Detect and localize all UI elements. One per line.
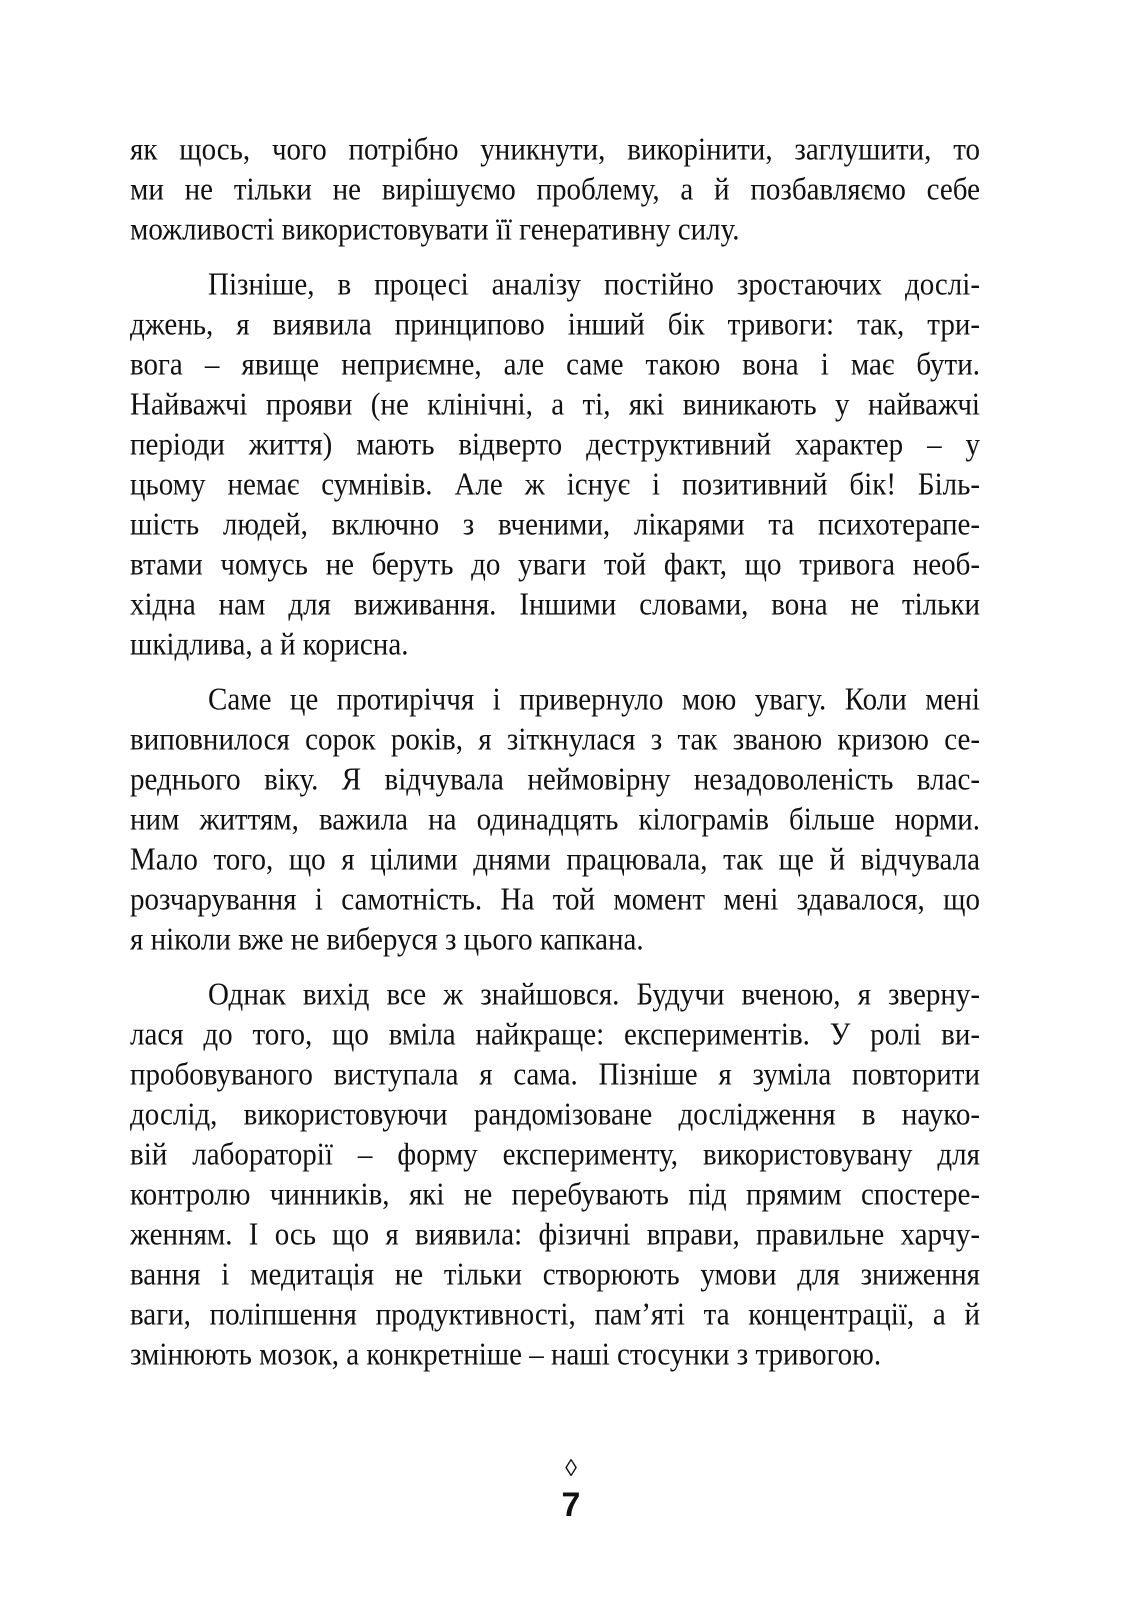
text-line: дослід, використовуючи рандомізоване дослідження в науко- [130, 1097, 980, 1133]
text-line: Мало того, що я цілими днями працювала, так ще й відчувала [130, 842, 980, 878]
text-line: періоди життя) мають відверто деструктивний характер – у [130, 427, 980, 463]
text-line: Саме це протиріччя і привернуло мою увагу. Коли мені [208, 682, 980, 718]
text-line: ним життям, важила на одинадцять кілограмів більше норми. [130, 802, 980, 838]
paragraph [130, 680, 980, 960]
page-number: 7 [561, 1486, 581, 1524]
text-line: хідна нам для виживання. Іншими словами, вона не тільки [130, 587, 980, 623]
text-line: розчарування і самотність. На той момент мені здавалося, що [130, 882, 980, 918]
text-line: вання і медитація не тільки створюють умови для зниження [130, 1257, 980, 1293]
paragraph [130, 265, 980, 665]
text-line: Однак вихід все ж знайшовся. Будучи вченою, я зверну- [208, 977, 980, 1013]
text-line: цьому немає сумнівів. Але ж існує і позитивний бік! Біль- [130, 467, 980, 503]
text-line: пробовуваного виступала я сама. Пізніше я зуміла повторити [130, 1057, 980, 1093]
text-line: ваги, поліпшення продуктивності, пам’яті та концентрації, а й [130, 1297, 980, 1333]
text-line: ми не тільки не вирішуємо проблему, а й позбавляємо себе [130, 172, 980, 208]
text-line: женням. І ось що я виявила: фізичні вправи, правильне харчу- [130, 1217, 980, 1253]
paragraph [130, 130, 980, 250]
text-line: контролю чинників, які не перебувають під прямим спостере- [130, 1177, 980, 1213]
text-line: реднього віку. Я відчувала неймовірну незадоволеність влас- [130, 762, 980, 798]
text-line: лася до того, що вміла найкраще: експериментів. У ролі ви- [130, 1017, 980, 1053]
text-line: Пізніше, в процесі аналізу постійно зростаючих дослі- [208, 267, 980, 303]
text-line: я ніколи вже не виберуся з цього капкана. [130, 922, 644, 958]
text-line: шість людей, включно з вченими, лікарями та психотерапе- [130, 507, 980, 543]
diamond-ornament-icon: ◊ [565, 1455, 577, 1482]
text-line: виповнилося сорок років, я зіткнулася з так званою кризою се- [130, 722, 980, 758]
text-line: вога – явище неприємне, але саме такою вона і має бути. [130, 347, 980, 383]
body-text [130, 130, 980, 1390]
text-line: як щось, чого потрібно уникнути, викорінити, заглушити, то [130, 132, 980, 168]
text-line: вій лабораторії – форму експерименту, використовувану для [130, 1137, 980, 1173]
text-line: можливості використовувати її генеративну силу. [130, 212, 740, 248]
text-line: шкідлива, а й корисна. [130, 627, 409, 663]
text-line: джень, я виявила принципово інший бік тривоги: так, три- [130, 307, 980, 343]
paragraph [130, 975, 980, 1375]
text-line: Найважчі прояви (не клінічні, а ті, які виникають у найважчі [130, 387, 980, 423]
text-line: змінюють мозок, а конкретніше – наші стосунки з тривогою. [130, 1337, 882, 1373]
text-line: втами чомусь не беруть до уваги той факт, що тривога необ- [130, 547, 980, 583]
